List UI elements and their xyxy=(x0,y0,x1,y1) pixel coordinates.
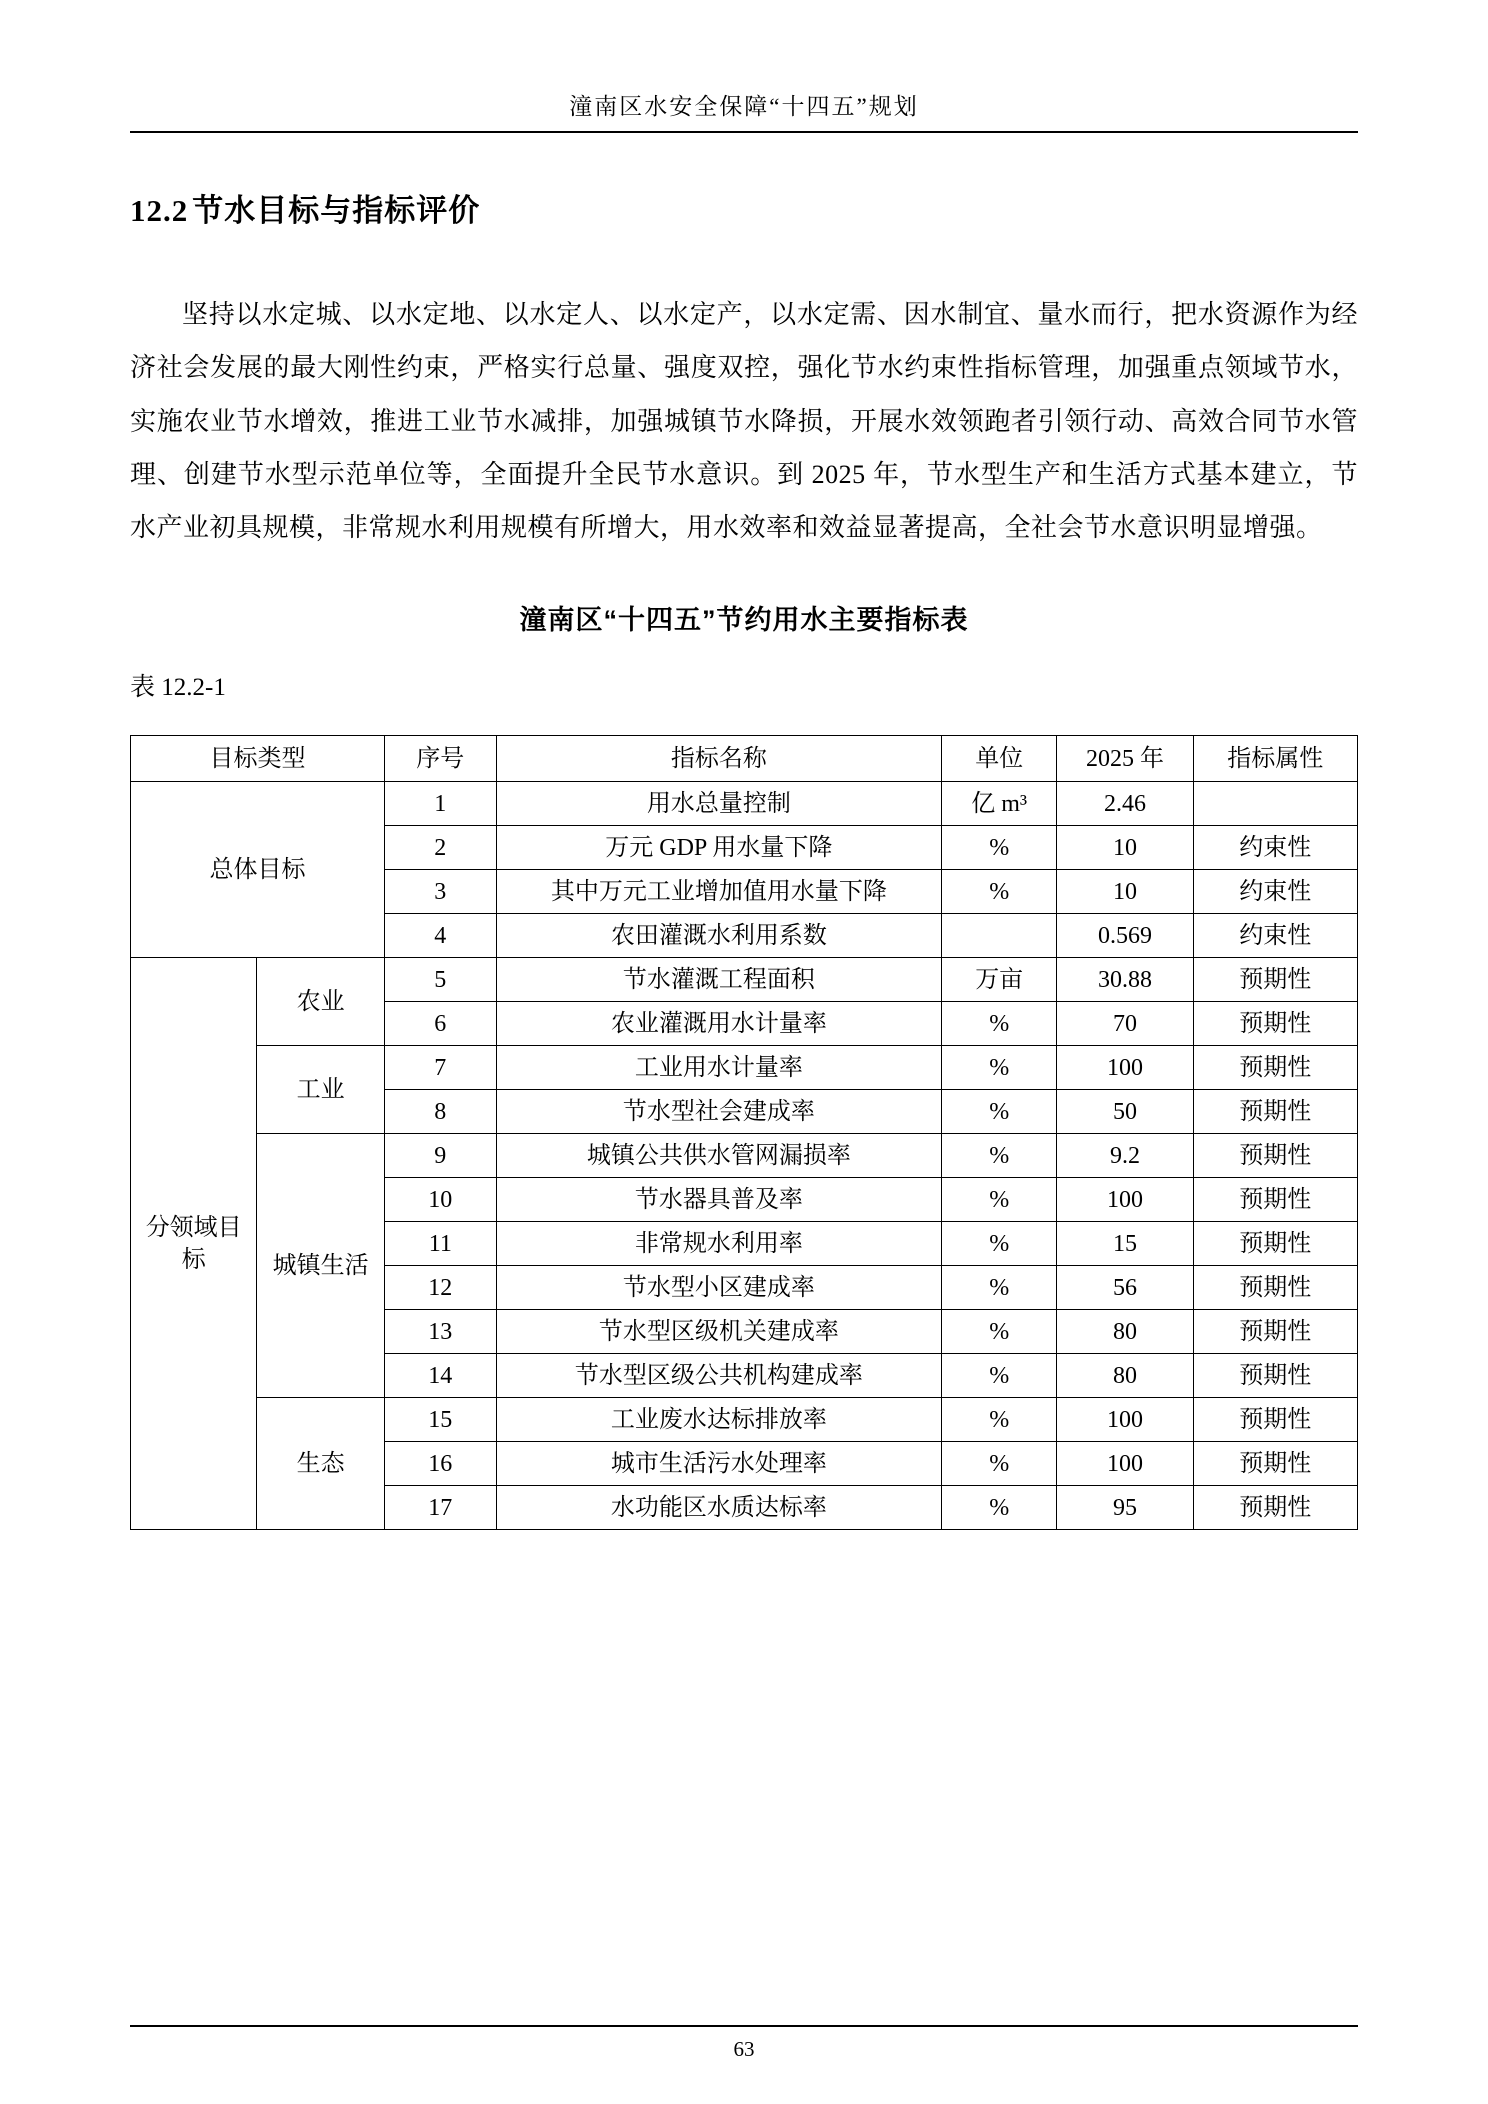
header-indicator-name: 指标名称 xyxy=(496,736,941,782)
cell-seq: 7 xyxy=(384,1046,496,1090)
cell-unit: % xyxy=(942,1090,1057,1134)
cell-attribute: 预期性 xyxy=(1193,1398,1357,1442)
cell-unit: % xyxy=(942,1398,1057,1442)
section-number: 12.2 xyxy=(130,193,189,228)
cell-unit: 万亩 xyxy=(942,958,1057,1002)
cell-attribute: 预期性 xyxy=(1193,958,1357,1002)
cell-value: 9.2 xyxy=(1057,1134,1193,1178)
cell-indicator-name: 用水总量控制 xyxy=(496,782,941,826)
body-paragraph: 坚持以水定城、以水定地、以水定人、以水定产，以水定需、因水制宜、量水而行，把水资源作为经济社会发展的最大刚性约束，严格实行总量、强度双控，强化节水约束性指标管理，加强重点领域节水，实施农业节水增效，推进工业节水减排，加强城镇节水降损，开展水效领跑者引领行动、高效合同节水管理、创建节水型示范单位等，全面提升全民节水意识。到 2025 年，节水型生产和生活方式基本建立，节水产业初具规模，非常规水利用规模有所增大，用水效率和效益显著提高，全社会节水意识明显增强。 xyxy=(130,300,1358,543)
cell-indicator-name: 节水型区级机关建成率 xyxy=(496,1310,941,1354)
cell-indicator-name: 万元 GDP 用水量下降 xyxy=(496,826,941,870)
page-number: 63 xyxy=(733,2037,755,2061)
header-seq: 序号 xyxy=(384,736,496,782)
cell-indicator-name: 非常规水利用率 xyxy=(496,1222,941,1266)
cell-attribute: 预期性 xyxy=(1193,1090,1357,1134)
group-overall-goals: 总体目标 xyxy=(131,782,385,958)
cell-indicator-name: 城市生活污水处理率 xyxy=(496,1442,941,1486)
cell-value: 2.46 xyxy=(1057,782,1193,826)
cell-seq: 14 xyxy=(384,1354,496,1398)
cell-value: 100 xyxy=(1057,1398,1193,1442)
cell-unit: % xyxy=(942,1178,1057,1222)
table-header-row xyxy=(131,736,1358,782)
cell-indicator-name: 城镇公共供水管网漏损率 xyxy=(496,1134,941,1178)
cell-value: 100 xyxy=(1057,1442,1193,1486)
cell-indicator-name: 工业废水达标排放率 xyxy=(496,1398,941,1442)
table-row xyxy=(131,782,1358,826)
cell-unit xyxy=(942,914,1057,958)
cell-indicator-name: 节水灌溉工程面积 xyxy=(496,958,941,1002)
cell-indicator-name: 水功能区水质达标率 xyxy=(496,1486,941,1530)
cell-seq: 17 xyxy=(384,1486,496,1530)
cell-seq: 9 xyxy=(384,1134,496,1178)
cell-indicator-name: 节水型小区建成率 xyxy=(496,1266,941,1310)
cell-seq: 11 xyxy=(384,1222,496,1266)
cell-seq: 3 xyxy=(384,870,496,914)
header-goal-type: 目标类型 xyxy=(131,736,385,782)
group-ecology: 生态 xyxy=(257,1398,385,1530)
cell-attribute: 约束性 xyxy=(1193,914,1357,958)
cell-attribute: 预期性 xyxy=(1193,1134,1357,1178)
cell-indicator-name: 节水型区级公共机构建成率 xyxy=(496,1354,941,1398)
table-row xyxy=(131,1046,1358,1090)
indicator-table xyxy=(130,735,1358,1530)
header-attribute: 指标属性 xyxy=(1193,736,1357,782)
cell-indicator-name: 农田灌溉水利用系数 xyxy=(496,914,941,958)
cell-unit: % xyxy=(942,1222,1057,1266)
cell-attribute: 预期性 xyxy=(1193,1354,1357,1398)
cell-value: 100 xyxy=(1057,1178,1193,1222)
table-title: 潼南区“十四五”节约用水主要指标表 xyxy=(519,605,969,636)
cell-unit: % xyxy=(942,1046,1057,1090)
cell-seq: 1 xyxy=(384,782,496,826)
page-footer xyxy=(130,2025,1358,2062)
cell-attribute: 预期性 xyxy=(1193,1178,1357,1222)
cell-attribute xyxy=(1193,782,1357,826)
cell-value: 50 xyxy=(1057,1090,1193,1134)
cell-attribute: 预期性 xyxy=(1193,1486,1357,1530)
cell-attribute: 预期性 xyxy=(1193,1310,1357,1354)
cell-attribute: 预期性 xyxy=(1193,1222,1357,1266)
cell-seq: 6 xyxy=(384,1002,496,1046)
cell-indicator-name: 农业灌溉用水计量率 xyxy=(496,1002,941,1046)
section-title: 节水目标与指标评价 xyxy=(192,193,481,228)
cell-seq: 13 xyxy=(384,1310,496,1354)
cell-value: 56 xyxy=(1057,1266,1193,1310)
cell-value: 15 xyxy=(1057,1222,1193,1266)
group-industry: 工业 xyxy=(257,1046,385,1134)
cell-value: 0.569 xyxy=(1057,914,1193,958)
page-header-title: 潼南区水安全保障“十四五”规划 xyxy=(569,94,919,119)
cell-attribute: 预期性 xyxy=(1193,1002,1357,1046)
table-row xyxy=(131,1398,1358,1442)
group-subdomain-goals: 分领域目标 xyxy=(131,958,257,1530)
table-label: 表 12.2-1 xyxy=(130,674,226,702)
cell-value: 100 xyxy=(1057,1046,1193,1090)
cell-unit: 亿 m³ xyxy=(942,782,1057,826)
cell-seq: 16 xyxy=(384,1442,496,1486)
cell-unit: % xyxy=(942,1134,1057,1178)
cell-unit: % xyxy=(942,1002,1057,1046)
group-urban-life: 城镇生活 xyxy=(257,1134,385,1398)
cell-seq: 12 xyxy=(384,1266,496,1310)
cell-unit: % xyxy=(942,1442,1057,1486)
cell-attribute: 预期性 xyxy=(1193,1442,1357,1486)
header-year-2025: 2025 年 xyxy=(1057,736,1193,782)
cell-seq: 2 xyxy=(384,826,496,870)
header-divider xyxy=(130,131,1358,133)
cell-value: 10 xyxy=(1057,870,1193,914)
cell-value: 30.88 xyxy=(1057,958,1193,1002)
cell-seq: 8 xyxy=(384,1090,496,1134)
cell-indicator-name: 工业用水计量率 xyxy=(496,1046,941,1090)
table-row xyxy=(131,1134,1358,1178)
cell-value: 80 xyxy=(1057,1354,1193,1398)
cell-value: 70 xyxy=(1057,1002,1193,1046)
cell-attribute: 预期性 xyxy=(1193,1266,1357,1310)
cell-indicator-name: 节水器具普及率 xyxy=(496,1178,941,1222)
cell-attribute: 预期性 xyxy=(1193,1046,1357,1090)
header-unit: 单位 xyxy=(942,736,1057,782)
table-row xyxy=(131,958,1358,1002)
cell-attribute: 约束性 xyxy=(1193,870,1357,914)
footer-divider xyxy=(130,2025,1358,2027)
cell-indicator-name: 节水型社会建成率 xyxy=(496,1090,941,1134)
cell-unit: % xyxy=(942,826,1057,870)
cell-unit: % xyxy=(942,1266,1057,1310)
group-agriculture: 农业 xyxy=(257,958,385,1046)
cell-seq: 15 xyxy=(384,1398,496,1442)
cell-unit: % xyxy=(942,1310,1057,1354)
cell-seq: 4 xyxy=(384,914,496,958)
cell-seq: 5 xyxy=(384,958,496,1002)
cell-unit: % xyxy=(942,870,1057,914)
cell-indicator-name: 其中万元工业增加值用水量下降 xyxy=(496,870,941,914)
cell-value: 95 xyxy=(1057,1486,1193,1530)
cell-unit: % xyxy=(942,1354,1057,1398)
cell-value: 10 xyxy=(1057,826,1193,870)
cell-unit: % xyxy=(942,1486,1057,1530)
cell-attribute: 约束性 xyxy=(1193,826,1357,870)
cell-seq: 10 xyxy=(384,1178,496,1222)
cell-value: 80 xyxy=(1057,1310,1193,1354)
section-heading xyxy=(130,185,1358,230)
